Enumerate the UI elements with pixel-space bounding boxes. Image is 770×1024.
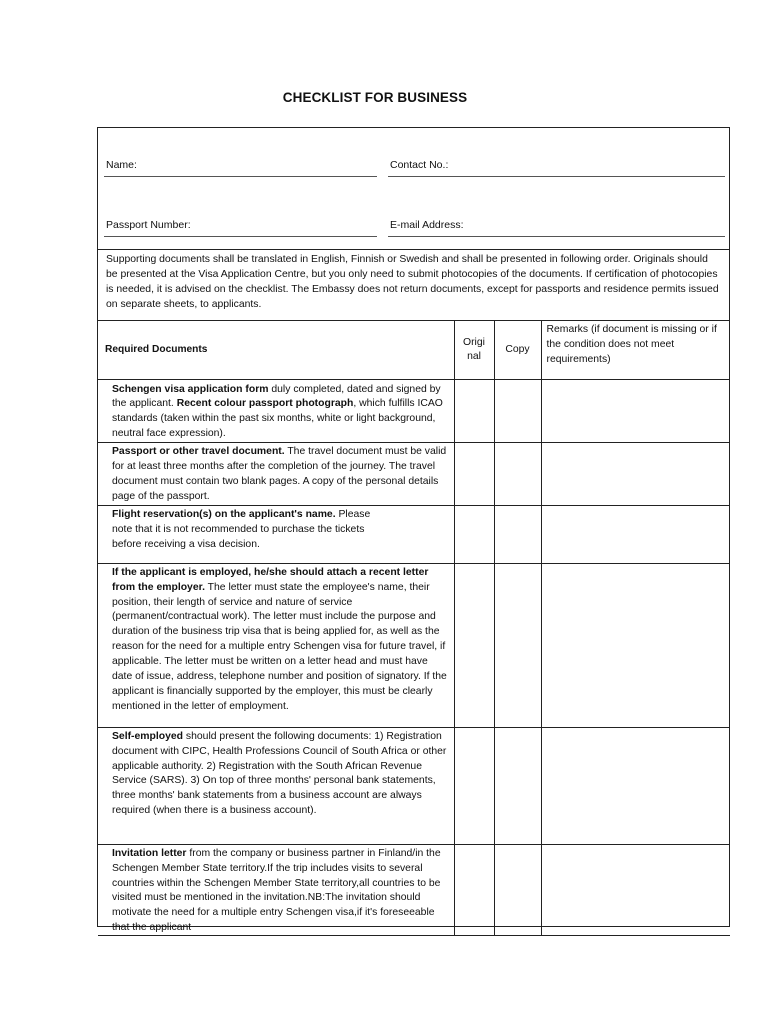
document-description <box>98 844 454 935</box>
original-checkbox-cell[interactable] <box>454 443 494 506</box>
document-title: Self-employed <box>112 730 184 742</box>
document-title: Schengen visa application form <box>112 383 269 395</box>
remarks-cell[interactable] <box>541 379 730 443</box>
document-title-2: Recent colour passport photograph <box>176 398 354 410</box>
remarks-cell[interactable] <box>541 844 730 935</box>
required-documents-header: Required Documents <box>98 321 454 379</box>
copy-checkbox-cell[interactable] <box>494 727 541 844</box>
original-checkbox-cell[interactable] <box>454 844 494 935</box>
document-text: should present the following documents: 1) Registration document with CIPC, Health Professions Council of South Africa or other applicable authority. 2) Registration with the South African Revenue Service (SARS). 3) On top of three months' personal bank statements, three months' bank statements from a business account are always required (when there is a business account). <box>112 730 447 817</box>
document-description <box>98 505 454 563</box>
contact-number-field[interactable]: Contact No.: <box>388 159 725 177</box>
document-title: Passport or other travel document. <box>112 446 285 458</box>
passport-number-field[interactable]: Passport Number: <box>104 219 377 237</box>
table-row <box>98 379 730 443</box>
document-title: Flight reservation(s) on the applicant's name. <box>112 508 336 520</box>
table-row <box>98 844 730 935</box>
document-text: The letter must state the employee's name, their position, their length of service and nature of service (permanent/contractual work). The letter must include the purpose and duration of the business trip visa that is being applied for, as well as the reason for the need for a multiple entry Schengen visa for future travel, if applicable. The letter must be written on a letter head and must have date of issue, address, telephone number and position of signatory. If the applicant is financially supported by the employer, this must be clearly mentioned in the letter of employment. <box>112 581 447 712</box>
document-text: Please note that it is not recommended to purchase the tickets before receiving a visa decision. <box>112 508 371 550</box>
document-text: duly completed, dated and signed by the applicant. <box>112 383 441 410</box>
document-title: Invitation letter <box>112 847 187 859</box>
document-description <box>98 563 454 727</box>
copy-header: Copy <box>494 321 541 379</box>
original-checkbox-cell[interactable] <box>454 505 494 563</box>
document-description <box>98 443 454 506</box>
document-text-2: , which fulfills ICAO standards (taken within the past six months, white or light background, neutral face expression). <box>112 398 443 440</box>
copy-checkbox-cell[interactable] <box>494 844 541 935</box>
email-address-field[interactable]: E-mail Address: <box>388 219 725 237</box>
document-title: If the applicant is employed, he/she should attach a recent letter from the employer. <box>112 566 429 593</box>
original-header-line1: Origi <box>463 336 485 348</box>
document-description <box>98 379 454 443</box>
remarks-cell[interactable] <box>541 505 730 563</box>
table-row <box>98 505 730 563</box>
page-title: CHECKLIST FOR BUSINESS <box>282 90 468 105</box>
remarks-cell[interactable] <box>541 443 730 506</box>
checklist-form <box>97 127 730 934</box>
remarks-header: Remarks (if document is missing or if the condition does not meet requirements) <box>541 321 730 379</box>
table-row <box>98 563 730 727</box>
table-header-row <box>98 321 730 379</box>
table-row <box>98 727 730 844</box>
document-text: The travel document must be valid for at least three months after the completion of the journey. The travel document must contain two blank pages. A copy of the personal details page of the passport. <box>112 446 447 502</box>
original-checkbox-cell[interactable] <box>454 727 494 844</box>
copy-checkbox-cell[interactable] <box>494 379 541 443</box>
intro-paragraph: Supporting documents shall be translated in English, Finnish or Swedish and shall be presented in following order. Originals should be presented at the Visa Application Centre, but you only need to submit photocopies of the documents. If certification of photocopies is needed, it is advised on the checklist. The Embassy does not return documents, except for passports and residence permits issued on separate sheets, to applicants. <box>98 249 729 321</box>
copy-checkbox-cell[interactable] <box>494 563 541 727</box>
original-header-line2: nal <box>467 350 481 362</box>
remarks-cell[interactable] <box>541 563 730 727</box>
original-checkbox-cell[interactable] <box>454 563 494 727</box>
table-row <box>98 443 730 506</box>
name-field[interactable]: Name: <box>104 159 377 177</box>
remarks-cell[interactable] <box>541 727 730 844</box>
original-header <box>454 321 494 379</box>
original-checkbox-cell[interactable] <box>454 379 494 443</box>
copy-checkbox-cell[interactable] <box>494 443 541 506</box>
copy-checkbox-cell[interactable] <box>494 505 541 563</box>
document-text: from the company or business partner in Finland/in the Schengen Member State territory.If the trip includes visits to several countries within the Schengen Member State territory,all countries to be visited must be mentioned in the invitation.NB:The invitation should motivate the need for a multiple entry Schengen visa,if it's foreseeable that the applicant <box>112 847 441 934</box>
required-documents-table <box>98 321 730 936</box>
applicant-details <box>98 128 729 250</box>
document-description <box>98 727 454 844</box>
